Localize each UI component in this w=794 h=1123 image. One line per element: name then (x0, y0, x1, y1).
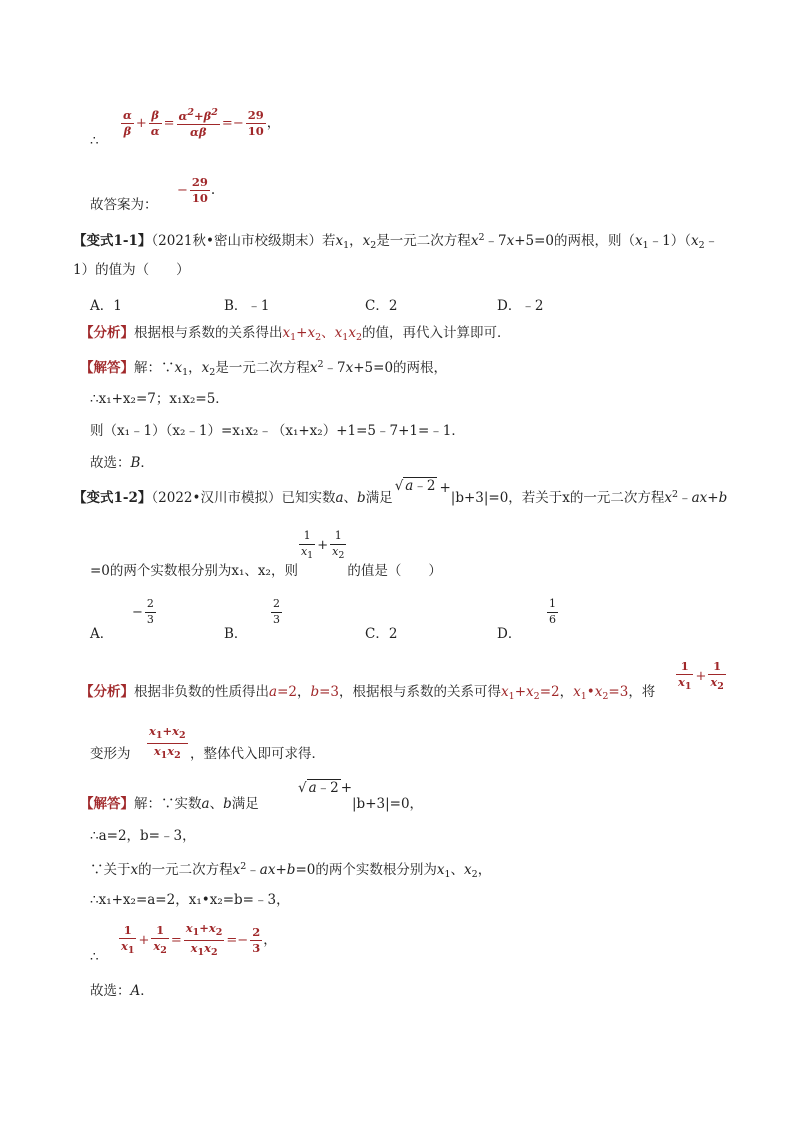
option-d-value: $\frac{1}{6}$ (549, 597, 556, 626)
final-answer-value: − $\frac{29}{10}$ . (177, 175, 216, 206)
variant-1-2-final-formula: $\frac{1}{x_1}$ + $\frac{1}{x_2}$ = $\frac{x_1+x_2}{x_1x_2}$ =− $\frac{2}{3}$ ， (121, 921, 277, 958)
option-a[interactable]: A．1 (90, 298, 122, 314)
option-c[interactable]: C．2 (365, 626, 398, 642)
variant-1-2-line4: ∴x₁+x₂=a=2，x₁•x₂=b=﹣3， (90, 892, 290, 908)
fraction-sum-squares: $\frac{\alpha^2+\beta^2}{\alpha\beta}$ (178, 107, 218, 140)
analysis-text: 根据非负数的性质得出 (134, 684, 269, 700)
sqrt-a-minus-2: √ a﹣2 (298, 780, 339, 796)
answer-abs-expression: |b+3|=0， (352, 796, 424, 812)
option-a-value: − $\frac{2}{3}$ (132, 597, 154, 626)
option-d[interactable]: D． (497, 626, 522, 642)
variant-1-1-choose (90, 457, 154, 471)
stem-text: |b+3|=0，若关于x的一元二次方程 (450, 490, 665, 506)
variant-1-2-analysis-line2 (90, 748, 131, 762)
variant-1-1-analysis: 【分析】根据根与系数的关系得出$x_1+x_2$、$x_1x_2$的值，再代入计算即可． (80, 325, 511, 343)
final-answer-label: 故答案为： (90, 197, 158, 213)
analysis-transformed-fraction: $\frac{x_1+x_2}{x_1x_2}$ (149, 724, 186, 761)
variant-tag: 【变式1-2】 (73, 490, 152, 506)
variant-1-1-stem-line2: 1）的值为（ ） (73, 262, 190, 278)
answer-text: ∵关于 (90, 862, 131, 878)
option-c[interactable]: C．2 (365, 298, 398, 314)
stem-text: 的值是（ ） (347, 563, 442, 580)
option-b[interactable]: B． (224, 626, 248, 642)
stem-text: 已知实数 (281, 490, 336, 506)
analysis-tag: 【分析】 (80, 684, 134, 700)
option-a[interactable]: A． (90, 626, 114, 642)
answer-sqrt-expression: √ a﹣2 + (298, 780, 353, 796)
answer-tag: 【解答】 (80, 360, 134, 376)
analysis-text: 变形为 (90, 746, 131, 762)
source: （2021秋•密山市校级期末） (151, 233, 322, 249)
variant-1-1-line2: ∴x₁+x₂=7；x₁x₂=5． (90, 391, 229, 407)
fraction-alpha-over-beta: $\frac{\alpha}{\beta}$ (123, 108, 132, 139)
analysis-text: 根据根与系数的关系得出 (134, 325, 283, 341)
variant-1-1-answer: 【解答】解：$\because x_1$，$x_2$是一元二次方程$x^2﹣7x+5=0$的两根， (80, 359, 448, 378)
answer-text: 是一元二次方程 (215, 360, 310, 376)
fraction-1-over-x2: $\frac{1}{x_2}$ (332, 529, 345, 561)
choose-label: 故选： (90, 455, 131, 471)
therefore-symbol: ∴ (90, 133, 99, 149)
source: （2022•汉川市模拟） (151, 490, 282, 506)
analysis-fraction-sum: $\frac{1}{x_1}$ + $\frac{1}{x_2}$ (678, 659, 724, 693)
period: ． (140, 983, 154, 999)
option-b[interactable]: B．﹣1 (224, 298, 270, 314)
fraction-29-over-10: $\frac{29}{10}$ (247, 108, 264, 139)
option-b-value: $\frac{2}{3}$ (273, 597, 280, 626)
sqrt-a-minus-2: √ a﹣2 (394, 478, 436, 494)
variant-tag: 【变式1-1】 (73, 233, 152, 249)
answer-tag: 【解答】 (80, 796, 134, 812)
analysis-text: ，整体代入即可求得． (190, 746, 325, 762)
variant-1-1-stem: 【变式1-1】（2021秋•密山市校级期末）若$x_1$，$x_2$是一元二次方程$x^2﹣7x+5=0$的两根，则$(x_1﹣1)(x_2﹣$ (73, 232, 719, 251)
stem-text: 是一元二次方程 (376, 233, 471, 249)
variant-1-2-stem-line2: =0的两个实数根分别为x₁、x₂，则 $\frac{1}{x_1}$ + $\frac{1}{x_2}$ 的值是（ ） (90, 529, 442, 580)
answer-text: 解：∵ (134, 360, 175, 376)
analysis-tag: 【分析】 (80, 325, 134, 341)
variant-1-1-line3: 则（x₁﹣1）（x₂﹣1）=x₁x₂﹣（x₁+x₂）+1=5﹣7+1=﹣1． (90, 423, 465, 439)
answer-text: 的一元二次方程 (138, 862, 233, 878)
stem-text: 若 (321, 233, 336, 249)
stem-text: =0的两个实数根分别为x₁、x₂，则 (90, 563, 298, 580)
fraction-1-over-x1: $\frac{1}{x_1}$ (300, 529, 314, 561)
variant-1-2-analysis: 【分析】根据非负数的性质得出a=2，b=3，根据根与系数的关系可得$x_1+x_2=2$，$x_1•x_2=3$，将 (80, 684, 656, 702)
period: ． (140, 455, 154, 471)
previous-solution-formula: $\frac{\alpha}{\beta}$ + $\frac{\beta}{\alpha}$ = $\frac{\alpha^2+\beta^2}{\alpha\beta}$ =− $\frac{29}{10}$ ， (123, 107, 281, 140)
therefore-symbol: ∴ (90, 949, 99, 965)
variant-1-2-stem: 【变式1-2】（2022•汉川市模拟）已知实数a、b满足√ a﹣2 +|b+3|=0，若关于x的一元二次方程$x^2﹣ax+b$ (73, 478, 728, 506)
answer-text: 解：∵实数 (134, 796, 202, 812)
variant-1-2-line2: ∴a=2，b=﹣3， (90, 828, 196, 844)
variant-1-2-answer: 【解答】解：∵实数a、b满足 (80, 796, 259, 812)
analysis-text: ，根据根与系数的关系可得 (339, 684, 502, 700)
stem-text: 满足 (365, 490, 393, 506)
choose-label: 故选： (90, 983, 131, 999)
variant-1-2-choose (90, 985, 154, 999)
fraction-beta-over-alpha: $\frac{\beta}{\alpha}$ (150, 108, 160, 139)
variant-1-2-line3: ∵关于x的一元二次方程$x^2﹣ax+b=0$的两个实数根分别为$x_1$、$x_2$， (90, 861, 492, 880)
stem-text: =0的两根，则（ (534, 233, 636, 249)
period: . (210, 182, 216, 199)
variant-1-2-analysis-line2-end (190, 748, 325, 762)
answer-text: =0的两根， (373, 360, 448, 376)
analysis-text: ，将 (628, 684, 656, 700)
answer-text: 满足 (231, 796, 259, 812)
option-d[interactable]: D．﹣2 (497, 298, 544, 314)
choose-letter: B (130, 455, 141, 471)
fraction-29-over-10-answer: $\frac{29}{10}$ (191, 175, 208, 206)
choose-letter: A (130, 983, 141, 999)
analysis-text: 的值，再代入计算即可． (362, 325, 511, 341)
comma: ， (266, 115, 281, 132)
answer-text: =0的两个实数根分别为 (295, 862, 437, 878)
